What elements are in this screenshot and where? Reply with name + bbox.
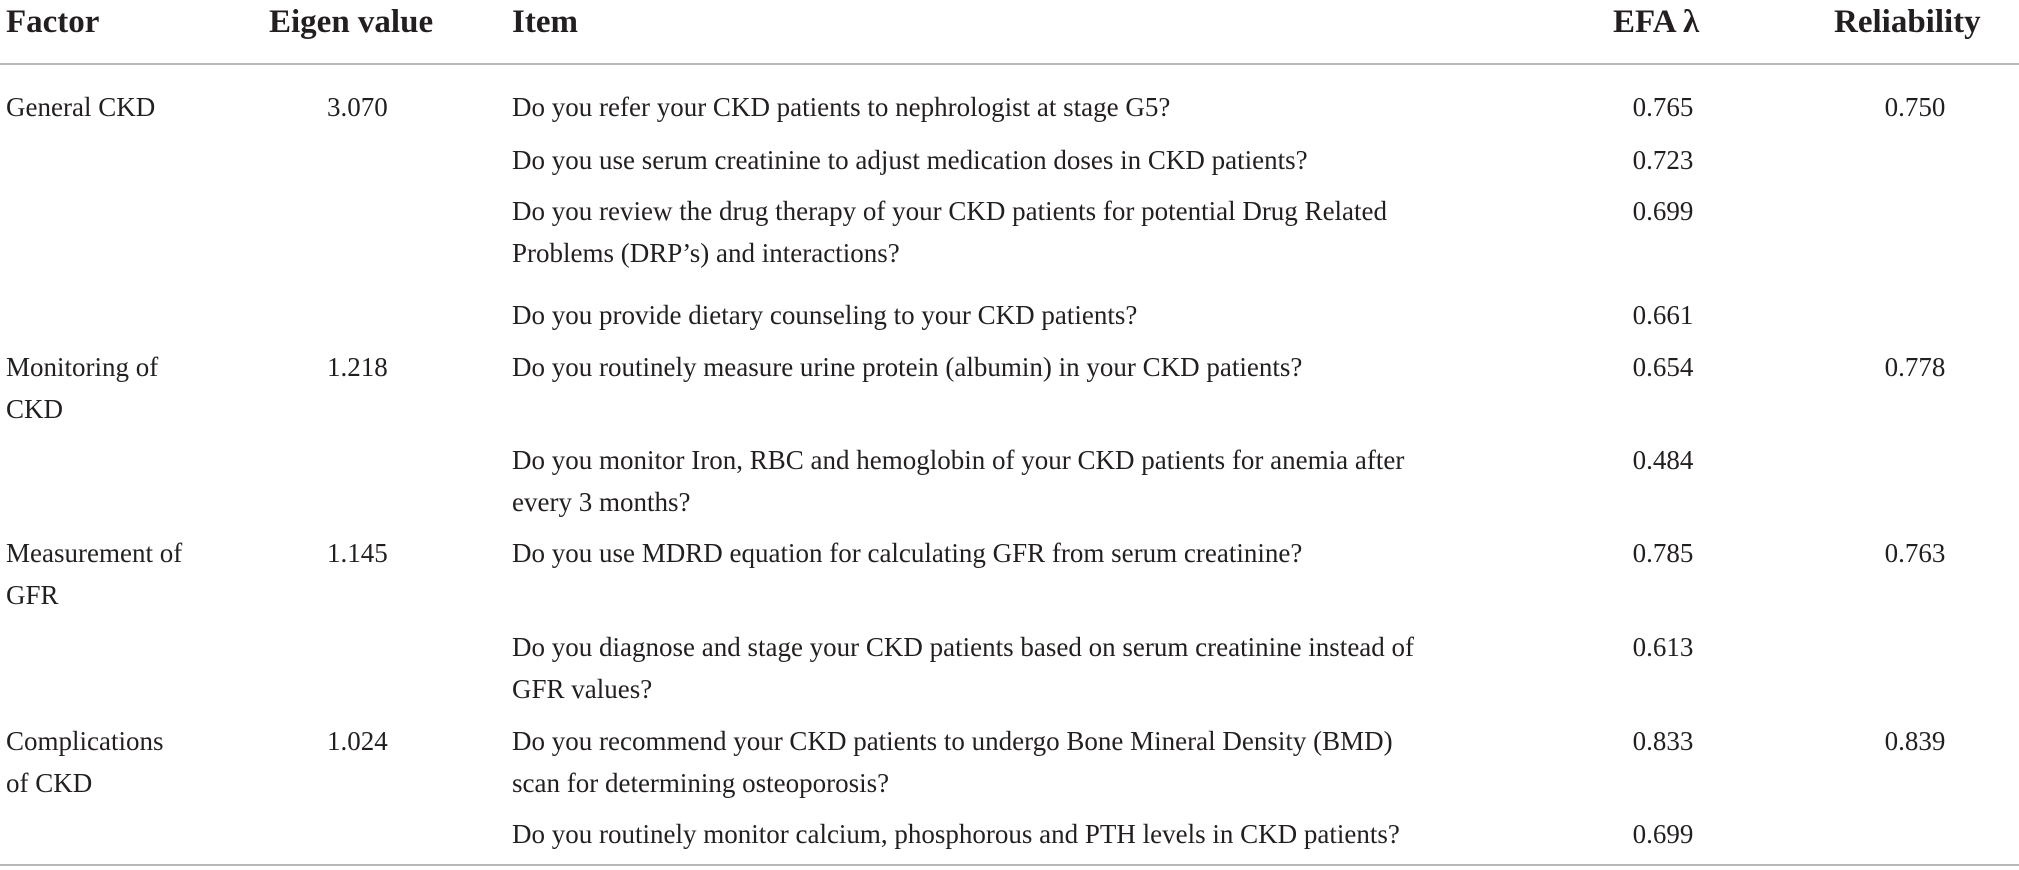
factor-label: of CKD — [6, 768, 93, 798]
item-text: Do you recommend your CKD patients to undergo Bone Mineral Density (BMD) — [512, 726, 1393, 756]
item-text: Do you review the drug therapy of your CKD patients for potential Drug Related — [512, 196, 1388, 226]
item-text: Do you routinely monitor calcium, phosphorous and PTH levels in CKD patients? — [512, 819, 1400, 849]
efa-loading-cell: 0.699 — [1632, 819, 1694, 849]
item-text: Do you use serum creatinine to adjust medication doses in CKD patients? — [512, 145, 1308, 175]
item-text: Do you diagnose and stage your CKD patients based on serum creatinine instead of — [512, 632, 1415, 662]
eigen-value-cell: 3.070 — [327, 92, 388, 122]
eigen-value-cell: 1.024 — [327, 726, 388, 756]
item-text: GFR values? — [512, 674, 653, 704]
efa-loading-cell: 0.833 — [1632, 726, 1694, 756]
item-text: Do you use MDRD equation for calculating GFR from serum creatinine? — [512, 538, 1303, 568]
factor-label: CKD — [6, 394, 64, 424]
item-text: Problems (DRP’s) and interactions? — [512, 238, 900, 268]
factor-label: General CKD — [6, 92, 156, 122]
efa-loading-cell: 0.661 — [1632, 300, 1694, 330]
efa-loading-cell: 0.654 — [1632, 352, 1694, 382]
efa-loading-cell: 0.484 — [1632, 445, 1694, 475]
factor-label: Measurement of — [6, 538, 183, 568]
factor-label: Monitoring of — [6, 352, 159, 382]
header-reliability: Reliability — [1834, 4, 1981, 40]
item-text: Do you routinely measure urine protein (albumin) in your CKD patients? — [512, 352, 1303, 382]
item-text: Do you monitor Iron, RBC and hemoglobin of your CKD patients for anemia after — [512, 445, 1405, 475]
reliability-cell: 0.839 — [1884, 726, 1946, 756]
header-item: Item — [512, 4, 578, 40]
efa-loading-cell: 0.613 — [1632, 632, 1694, 662]
factor-label: GFR — [6, 580, 59, 610]
efa-loading-cell: 0.723 — [1632, 145, 1694, 175]
header-rule — [0, 63, 2019, 65]
reliability-cell: 0.750 — [1884, 92, 1946, 122]
item-text: Do you provide dietary counseling to your CKD patients? — [512, 300, 1138, 330]
item-text: scan for determining osteoporosis? — [512, 768, 890, 798]
header-efa-lambda: EFA λ — [1613, 4, 1700, 40]
efa-loading-cell: 0.699 — [1632, 196, 1694, 226]
item-text: Do you refer your CKD patients to nephrologist at stage G5? — [512, 92, 1171, 122]
eigen-value-cell: 1.145 — [327, 538, 388, 568]
eigen-value-cell: 1.218 — [327, 352, 388, 382]
header-factor: Factor — [6, 4, 100, 40]
factor-label: Complications — [6, 726, 164, 756]
header-eigen-value: Eigen value — [269, 4, 434, 40]
efa-loading-cell: 0.785 — [1632, 538, 1694, 568]
reliability-cell: 0.763 — [1884, 538, 1946, 568]
bottom-rule — [0, 864, 2019, 866]
reliability-cell: 0.778 — [1884, 352, 1946, 382]
efa-loading-cell: 0.765 — [1632, 92, 1694, 122]
item-text: every 3 months? — [512, 487, 691, 517]
